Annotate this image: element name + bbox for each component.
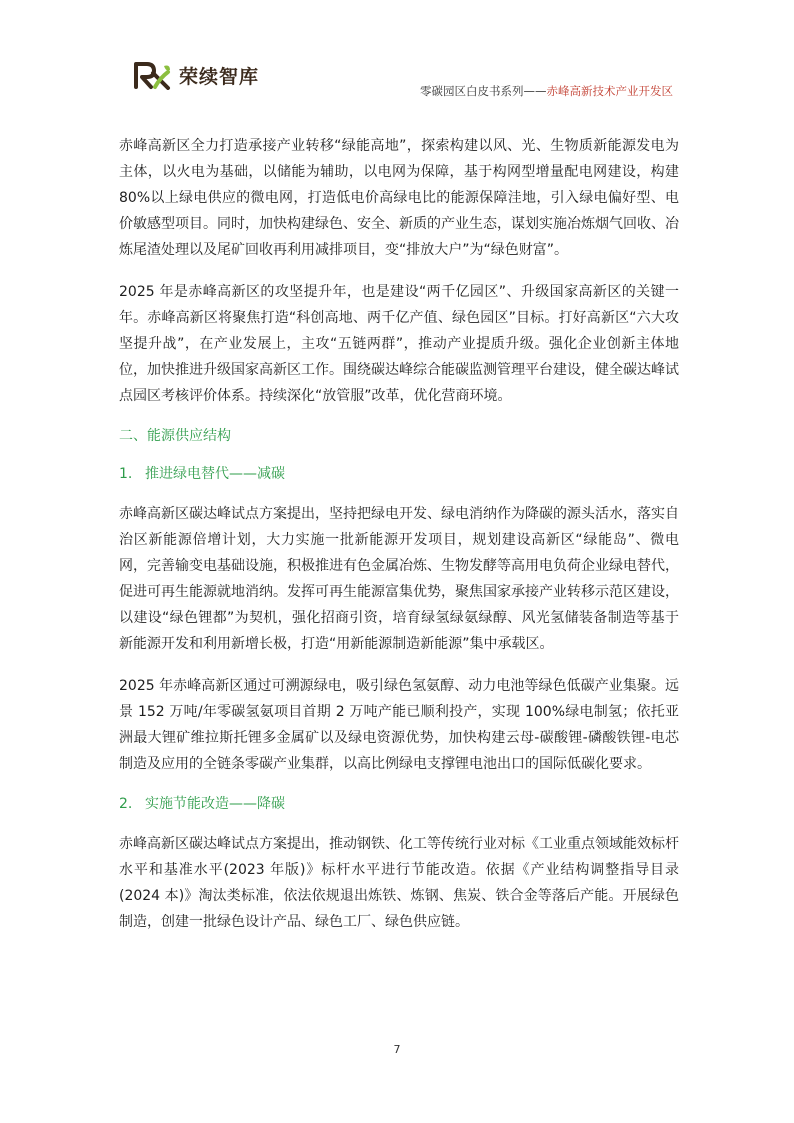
paragraph-traceable-green-power: 2025 年赤峰高新区通过可溯源绿电，吸引绿色氢氨醇、动力电池等绿色低碳产业集聚。远景 152 万吨/年零碳氢氨项目首期 2 万吨产能已顺利投产，实现 100%绿电制氢；依托亚洲最大锂矿维拉斯托锂多金属矿以及绿电资源优势，加快构建云母-碳酸锂-磷酸铁锂-电芯制造及应用的全链条零碳产业集群，以高比例绿电支撑锂电池出口的国际低碳化要求。 (119, 678, 679, 772)
paragraph-energy-saving-retrofit: 赤峰高新区碳达峰试点方案提出，推动钢铁、化工等传统行业对标《工业重点领域能效标杆水平和基准水平(2023 年版)》标杆水平进行节能改造。依据《产业结构调整指导目录(2024 本)》淘汰类标准，依法依规退出炼铁、炼钢、焦炭、铁合金等落后产能。开展绿色制造，创建一批绿色设计产品、绿色工厂、绿色供应链。 (119, 836, 679, 930)
paragraph-2025-plan: 2025 年是赤峰高新区的攻坚提升年，也是建设“两千亿园区”、升级国家高新区的关键一年。赤峰高新区将聚焦打造“科创高地、两千亿产值、绿色园区”目标。打好高新区“六大攻坚提升战”，在产业发展上，主攻“五链两群”，推动产业提质升级。强化企业创新主体地位，加快推进升级国家高新区工作。围绕碳达峰综合能碳监测管理平台建设，健全碳达峰试点园区考核评价体系。持续深化“放管服”改革，优化营商环境。 (119, 284, 679, 404)
subsection-number-1: 1. (119, 466, 133, 482)
brand-name: 荣续智库 (179, 65, 260, 88)
paragraph-green-energy-highland: 赤峰高新区全力打造承接产业转移“绿能高地”，探索构建以风、光、生物质新能源发电为主体，以火电为基础，以储能为辅助，以电网为保障，基于构网型增量配电网建设，构建80%以上绿电供应的微电网，打造低电价高绿电比的能源保障洼地，引入绿电偏好型、电价敏感型项目。同时，加快构建绿色、安全、新质的产业生态，谋划实施冶炼烟气回收、冶炼尾渣处理以及尾矿回收再利用减排项目，变“排放大户”为“绿色财富”。 (119, 138, 679, 258)
series-title-accent: 赤峰高新技术产业开发区 (546, 84, 673, 98)
subsection-number-2: 2. (119, 796, 133, 812)
subsection-heading-1 (119, 463, 679, 485)
subsection-title-1: 推进绿电替代——减碳 (145, 466, 285, 482)
paragraph-green-power-substitution: 赤峰高新区碳达峰试点方案提出，坚持把绿电开发、绿电消纳作为降碳的源头活水，落实自治区新能源倍增计划，大力实施一批新能源开发项目，规划建设高新区“绿能岛”、微电网，完善输变电基础设施，积极推进有色金属冶炼、生物发酵等高用电负荷企业绿电替代，促进可再生能源就地消纳。发挥可再生能源富集优势，聚焦国家承接产业转移示范区建设，以建设“绿色锂都”为契机，强化招商引资，培育绿氢绿氨绿醇、风光氢储装备制造等基于新能源开发和利用新增长极，打造“用新能源制造新能源”集中承载区。 (119, 506, 679, 652)
subsection-heading-2 (119, 793, 679, 815)
page-number: 7 (393, 1043, 401, 1056)
series-title (420, 83, 673, 99)
rx-logo-icon (133, 60, 173, 90)
brand-logo (133, 60, 259, 90)
page-header (0, 0, 794, 110)
subsection-title-2: 实施节能改造——降碳 (145, 796, 285, 812)
section-heading: 二、能源供应结构 (119, 428, 231, 444)
document-body (119, 133, 679, 951)
series-title-prefix: 零碳园区白皮书系列—— (420, 84, 547, 98)
